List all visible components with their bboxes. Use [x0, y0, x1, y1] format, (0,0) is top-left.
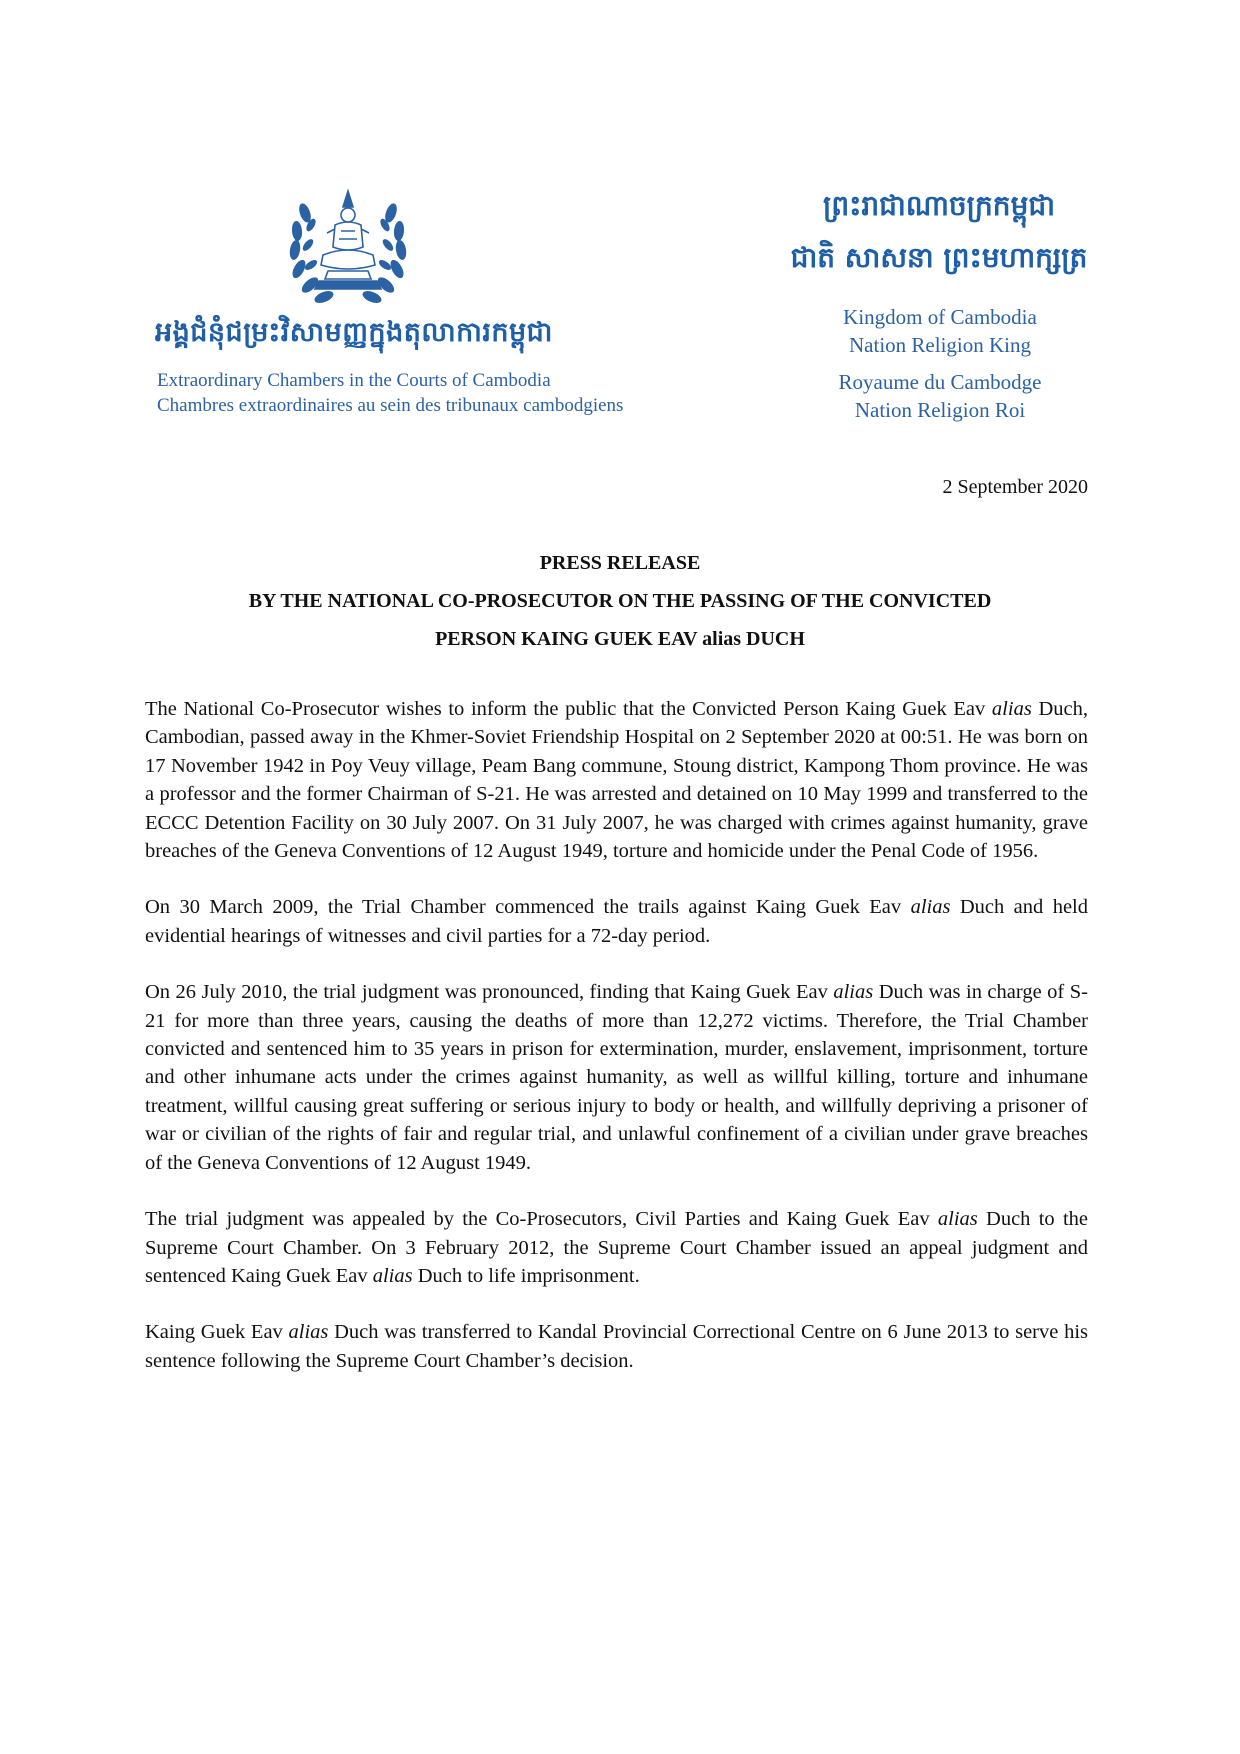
paragraph-2	[145, 893, 1088, 950]
kingdom-french: Royaume du Cambodge	[838, 370, 1042, 394]
alias-italic: alias	[910, 896, 951, 919]
title-line-2: BY THE NATIONAL CO-PROSECUTOR ON THE PASSING OF THE CONVICTED	[248, 590, 992, 612]
paragraph-1	[145, 695, 1088, 865]
kingdom-french-block	[790, 368, 1090, 424]
motto-french: Nation Religion Roi	[854, 398, 1026, 422]
release-date: 2 September 2020	[942, 476, 1088, 498]
press-release-title	[145, 544, 1095, 658]
paragraph-4	[145, 1205, 1088, 1290]
kingdom-khmer-line1: ព្រះរាជាណាចក្រកម្ពុជា	[822, 189, 1055, 222]
press-release-body	[145, 695, 1088, 1403]
alias-italic: alias	[288, 1321, 329, 1344]
paragraph-text: Duch and held evidential hearings of witnesses and civil parties for a 72-day period.	[145, 896, 1089, 947]
motto-english: Nation Religion King	[849, 333, 1031, 357]
paragraph-text: Duch was in charge of S-21 for more than three years, causing the deaths of more than 12,272 victims. Therefore, the Trial Chamber convicted and sentenced him to 35 years in prison for extermination, murder, enslavement, imprisonment, torture and other inhumane acts under the crimes against humanity, as well as willful killing, torture and inhumane treatment, willful causing great suffering or serious injury to body or health, and willfully depriving a prisoner of war or civilian of the rights of fair and regular trial, and unlawful confinement of a civilian under grave breaches of the Geneva Conventions of 12 August 1949.	[145, 981, 1088, 1174]
paragraph-text: Duch, Cambodian, passed away in the Khmer-Soviet Friendship Hospital on 2 September 2020 at 00:51. He was born on 17 November 1942 in Poy Veuy village, Peam Bang commune, Stoung district, Kampong Thom province. He was a professor and the former Chairman of S-21. He was arrested and detained on 10 May 1999 and transferred to the ECCC Detention Facility on 30 July 2007. On 31 July 2007, he was charged with crimes against humanity, grave breaches of the Geneva Conventions of 12 August 1949, torture and homicide under the Penal Code of 1956.	[145, 698, 1088, 863]
kingdom-english: Kingdom of Cambodia	[843, 305, 1037, 329]
title-line-3: PERSON KAING GUEK EAV alias DUCH	[435, 628, 805, 650]
paragraph-text: Duch was transferred to Kandal Provincial Correctional Centre on 6 June 2013 to serve his sentence following the Supreme Court Chamber’s decision.	[145, 1321, 1088, 1372]
alias-italic: alias	[372, 1264, 413, 1287]
kingdom-english-block	[790, 303, 1090, 359]
paragraph-3	[145, 978, 1088, 1177]
eccc-english-name: Extraordinary Chambers in the Courts of Cambodia	[157, 370, 551, 391]
paragraph-text: The National Co-Prosecutor wishes to inform the public that the Convicted Person Kaing Guek Eav	[145, 698, 992, 720]
paragraph-5	[145, 1318, 1088, 1375]
paragraph-text: On 26 July 2010, the trial judgment was pronounced, finding that Kaing Guek Eav	[145, 981, 834, 1004]
paragraph-text: Duch to life imprisonment.	[412, 1264, 640, 1287]
eccc-french-name: Chambres extraordinaires au sein des tribunaux cambodgiens	[157, 395, 624, 416]
paragraph-text: Duch to the Supreme Court Chamber. On 3 February 2012, the Supreme Court Chamber issued an appeal judgment and sentenced Kaing Guek Eav	[145, 1208, 1088, 1287]
eccc-khmer-name: អង្គជំនុំជម្រះវិសាមញ្ញក្នុងតុលាការកម្ពុជា	[155, 317, 553, 348]
alias-italic: alias	[833, 981, 874, 1004]
alias-italic: alias	[991, 698, 1032, 720]
paragraph-text: On 30 March 2009, the Trial Chamber commenced the trails against Kaing Guek Eav	[145, 896, 911, 919]
paragraph-text: The trial judgment was appealed by the Co-Prosecutors, Civil Parties and Kaing Guek Eav	[145, 1208, 938, 1231]
paragraph-text: Kaing Guek Eav	[145, 1321, 289, 1344]
eccc-emblem-icon	[283, 185, 413, 317]
alias-italic: alias	[937, 1208, 978, 1231]
kingdom-khmer-line2: ជាតិ សាសនា ព្រះមហាក្សត្រ	[790, 241, 1088, 274]
title-line-1: PRESS RELEASE	[539, 552, 701, 574]
